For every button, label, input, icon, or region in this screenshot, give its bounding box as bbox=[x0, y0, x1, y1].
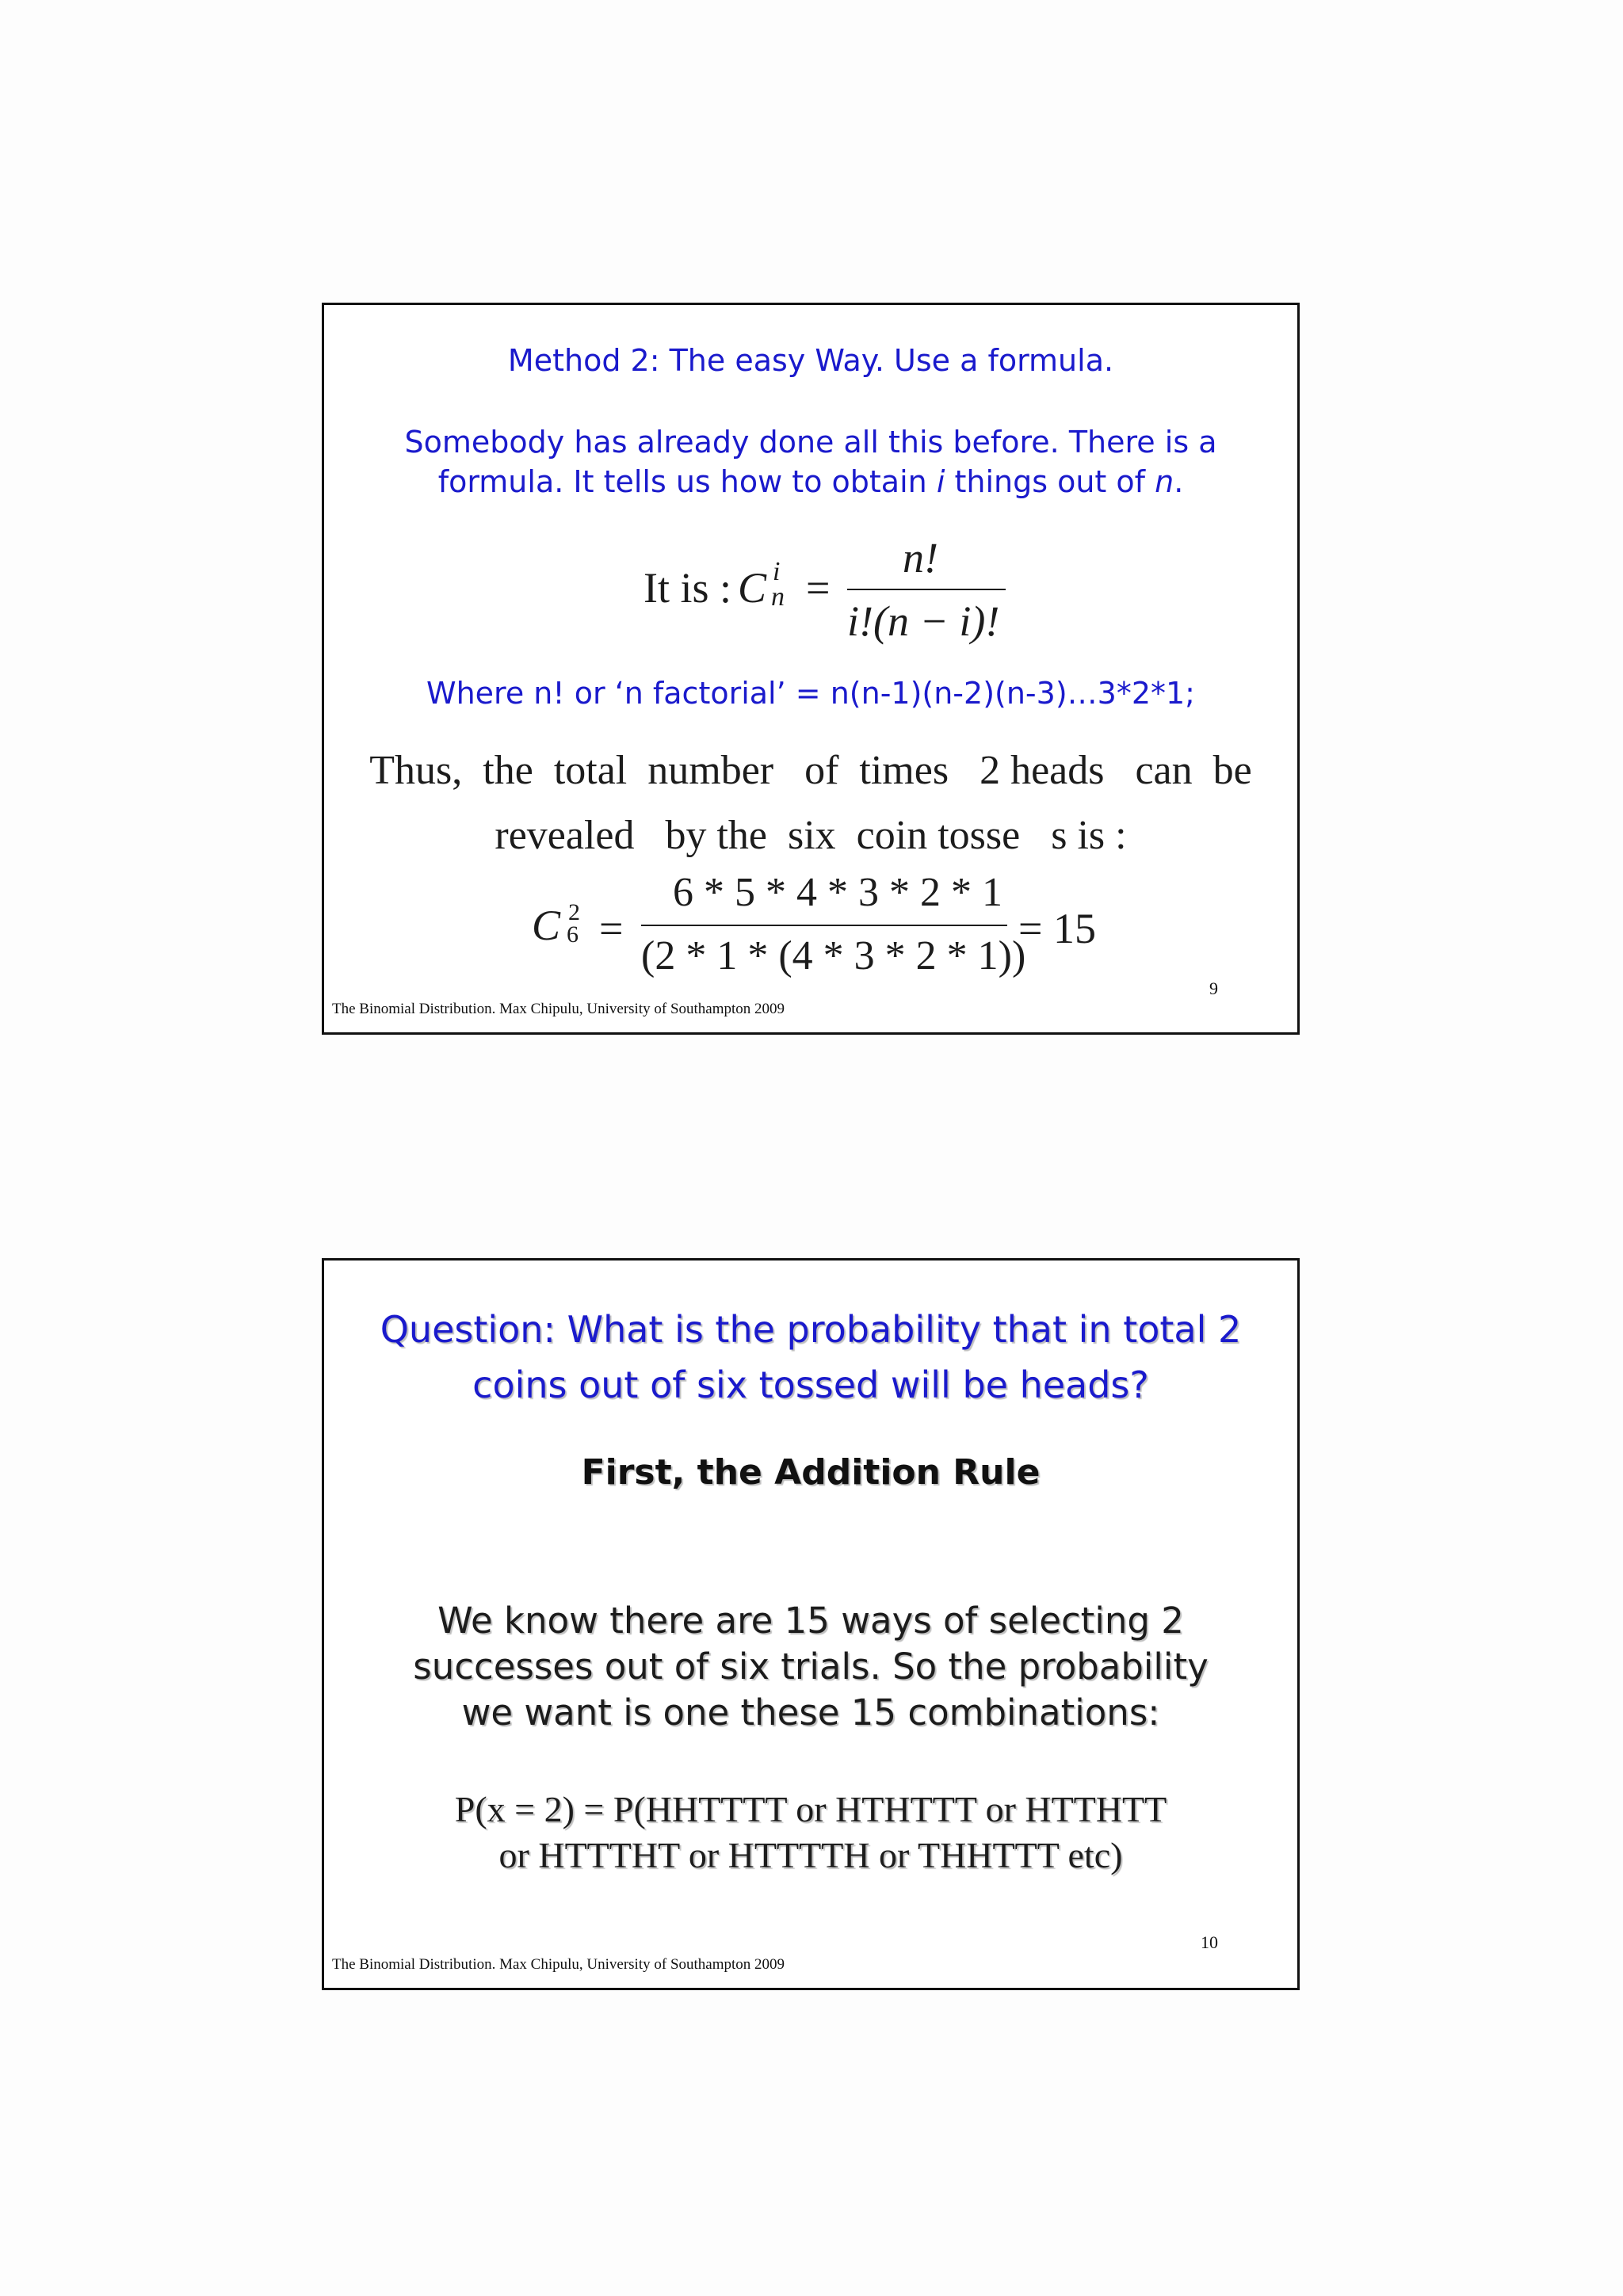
formula-equals: = bbox=[806, 564, 831, 612]
example-fraction-bar bbox=[641, 925, 1007, 926]
body-line-1: We know there are 15 ways of selecting 2 bbox=[437, 1600, 1184, 1642]
question-line-2: coins out of six tossed will be heads? bbox=[472, 1363, 1149, 1406]
example-result: = 15 bbox=[1018, 905, 1096, 952]
example-c: C bbox=[532, 902, 561, 949]
prob-line-2: or HTTTHT or HTTTTH or THHTTT etc) bbox=[498, 1835, 1123, 1875]
body-line-3: we want is one these 15 combinations: bbox=[461, 1691, 1160, 1733]
factorial-note: Where n! or ‘n factorial’ = n(n-1)(n-2)(n-3)…3*2*1; bbox=[426, 676, 1195, 711]
intro-text bbox=[324, 422, 1297, 502]
thus-line-2: revealed by the six coin tosse s is : bbox=[495, 813, 1127, 858]
slide-subtitle: First, the Addition Rule bbox=[581, 1452, 1041, 1493]
example-equals: = bbox=[599, 905, 624, 952]
slide-9 bbox=[322, 303, 1300, 1035]
intro-line-1: Somebody has already done all this before. There is a bbox=[404, 425, 1217, 460]
page-number: 10 bbox=[1201, 1932, 1218, 1952]
slide-footer: The Binomial Distribution. Max Chipulu, University of Southampton 2009 bbox=[332, 1001, 785, 1017]
question-line-1: Question: What is the probability that in total 2 bbox=[380, 1308, 1242, 1351]
body-text bbox=[324, 1598, 1297, 1736]
thus-line-1: Thus, the total number of times 2 heads can be bbox=[369, 748, 1252, 793]
slide-10 bbox=[322, 1258, 1300, 1990]
slide-footer: The Binomial Distribution. Max Chipulu, University of Southampton 2009 bbox=[332, 1956, 785, 1973]
question-text bbox=[324, 1302, 1297, 1413]
prob-line-1: P(x = 2) = P(HHTTTT or HTHTTT or HTTHTT bbox=[454, 1789, 1167, 1829]
formula-denominator: i!(n − i)! bbox=[847, 597, 1000, 645]
example-numerator: 6 * 5 * 4 * 3 * 2 * 1 bbox=[673, 870, 1002, 915]
formula-numerator: n! bbox=[903, 534, 938, 582]
intro-line-2: formula. It tells us how to obtain i things out of n. bbox=[437, 464, 1184, 499]
probability-expression bbox=[324, 1787, 1297, 1878]
formula-prefix: It is : bbox=[643, 564, 732, 612]
page-number: 9 bbox=[1209, 978, 1218, 998]
example-sup: 2 bbox=[568, 899, 580, 925]
formula-fraction-bar bbox=[847, 589, 1006, 590]
formula-sub: n bbox=[771, 582, 785, 612]
example-denominator: (2 * 1 * (4 * 3 * 2 * 1)) bbox=[641, 933, 1026, 978]
example-sub: 6 bbox=[567, 921, 579, 948]
body-line-2: successes out of six trials. So the probability bbox=[413, 1646, 1209, 1688]
slide-title: Method 2: The easy Way. Use a formula. bbox=[507, 343, 1114, 378]
formula-c: C bbox=[738, 564, 767, 612]
formula-sup: i bbox=[773, 557, 781, 586]
